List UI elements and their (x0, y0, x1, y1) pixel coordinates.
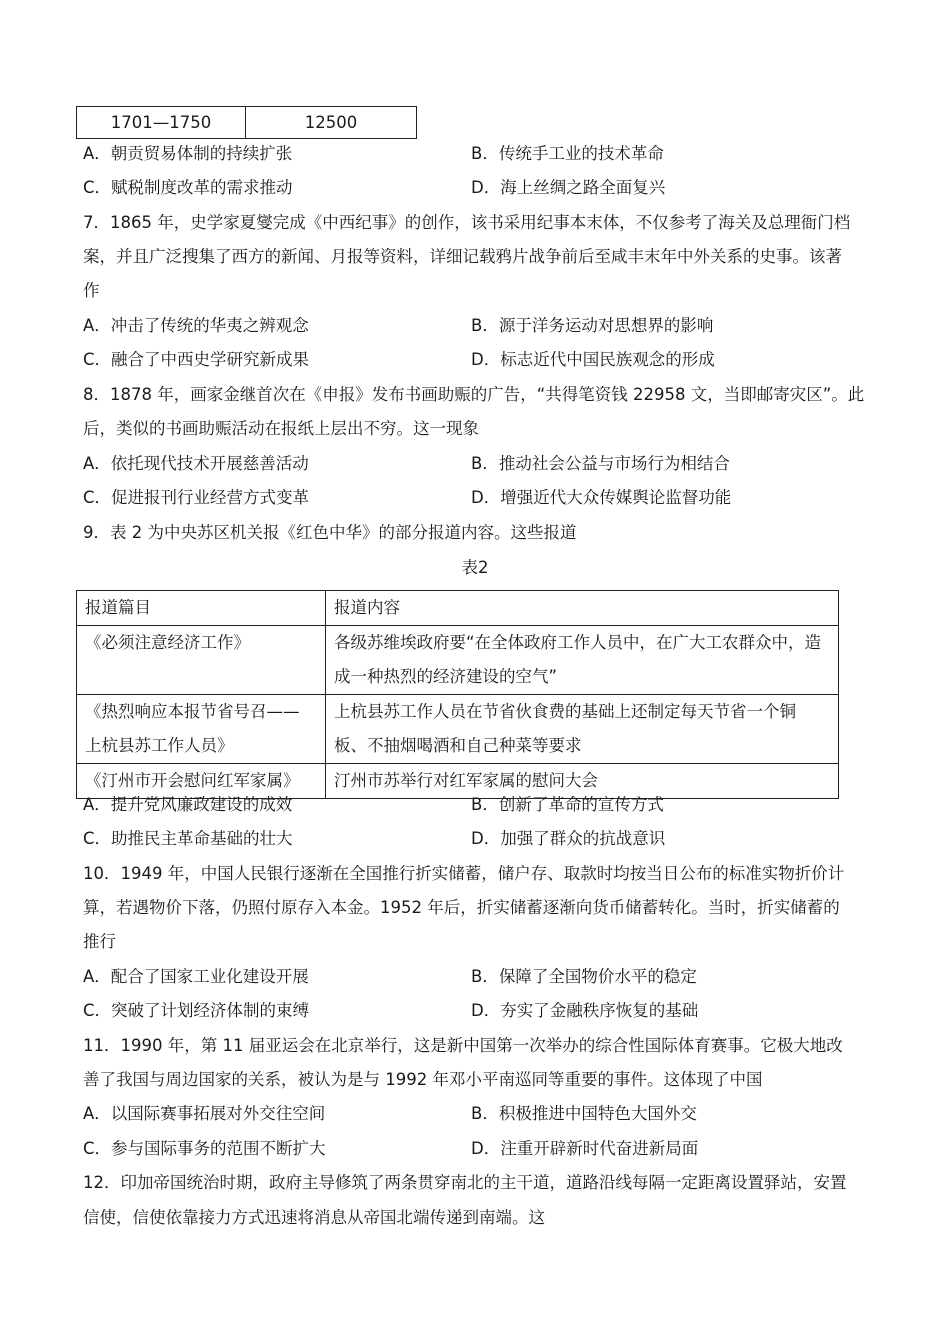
data-table-fragment (76, 106, 417, 139)
table-caption: 表2 (461, 558, 489, 577)
value-cell: 12500 (246, 107, 417, 139)
q6-option-a: A．朝贡贸易体制的持续扩张 (83, 144, 293, 163)
q7-option-b: B．源于洋务运动对思想界的影响 (471, 316, 714, 335)
report-title: 《必须注意经济工作》 (77, 626, 326, 695)
report-table (76, 590, 839, 799)
q12-stem-line: 信使，信使依靠接力方式迅速将消息从帝国北端传递到南端。这 (83, 1208, 545, 1227)
q8-option-d: D．增强近代大众传媒舆论监督功能 (471, 488, 732, 507)
q11-option-a: A．以国际赛事拓展对外交往空间 (83, 1104, 326, 1123)
q7-stem-line: 案，并且广泛搜集了西方的新闻、月报等资料，详细记载鸦片战争前后至咸丰末年中外关系的史事。该著 (83, 247, 842, 266)
report-title: 《汀州市开会慰问红军家属》 (77, 764, 326, 799)
q7-stem-line: 作 (83, 281, 100, 300)
q10-stem-line: 10．1949 年，中国人民银行逐渐在全国推行折实储蓄，储户存、取款时均按当日公布的标准实物折价计 (83, 864, 845, 883)
table-header-row (77, 591, 839, 626)
q11-stem-line: 11．1990 年，第 11 届亚运会在北京举行，这是新中国第一次举办的综合性国际体育赛事。它极大地改 (83, 1036, 843, 1055)
q8-option-a: A．依托现代技术开展慈善活动 (83, 454, 309, 473)
q7-option-a: A．冲击了传统的华夷之辨观念 (83, 316, 309, 335)
q10-stem-line: 推行 (83, 932, 116, 951)
q11-stem-line: 善了我国与周边国家的关系，被认为是与 1992 年邓小平南巡同等重要的事件。这体现了中国 (83, 1070, 763, 1089)
q7-option-d: D．标志近代中国民族观念的形成 (471, 350, 715, 369)
q8-stem-line: 后，类似的书画助赈活动在报纸上层出不穷。这一现象 (83, 419, 479, 438)
q9-option-a: A．提升党风廉政建设的成效 (83, 795, 293, 814)
q8-option-c: C．促进报刊行业经营方式变革 (83, 488, 310, 507)
report-content: 汀州市苏举行对红军家属的慰问大会 (326, 764, 839, 799)
report-content: 各级苏维埃政府要“在全体政府工作人员中，在广大工农群众中，造 成一种热烈的经济建设的空气” (326, 626, 839, 695)
q6-option-b: B．传统手工业的技术革命 (471, 144, 664, 163)
q9-stem: 9．表 2 为中央苏区机关报《红色中华》的部分报道内容。这些报道 (83, 523, 577, 542)
q10-option-a: A．配合了国家工业化建设开展 (83, 967, 309, 986)
q10-option-c: C．突破了计划经济体制的束缚 (83, 1001, 310, 1020)
header-title: 报道篇目 (77, 591, 326, 626)
q9-option-d: D．加强了群众的抗战意识 (471, 829, 666, 848)
q12-stem-line: 12．印加帝国统治时期，政府主导修筑了两条贯穿南北的主干道，道路沿线每隔一定距离设置驿站，安置 (83, 1173, 847, 1192)
q7-stem-line: 7．1865 年，史学家夏燮完成《中西纪事》的创作，该书采用纪事本末体，不仅参考了海关及总理衙门档 (83, 213, 851, 232)
table-row (77, 107, 417, 139)
period-cell: 1701—1750 (77, 107, 246, 139)
q7-option-c: C．融合了中西史学研究新成果 (83, 350, 310, 369)
q11-option-d: D．注重开辟新时代奋进新局面 (471, 1139, 699, 1158)
table-row (77, 695, 839, 764)
header-content: 报道内容 (326, 591, 839, 626)
q10-option-d: D．夯实了金融秩序恢复的基础 (471, 1001, 699, 1020)
table-row (77, 626, 839, 695)
q10-option-b: B．保障了全国物价水平的稳定 (471, 967, 697, 986)
q9-option-c: C．助推民主革命基础的壮大 (83, 829, 293, 848)
report-content: 上杭县苏工作人员在节省伙食费的基础上还制定每天节省一个铜 板、不抽烟喝酒和自己种菜等要求 (326, 695, 839, 764)
q8-stem-line: 8．1878 年，画家金继首次在《申报》发布书画助赈的广告，“共得笔资钱 22958 文，当即邮寄灾区”。此 (83, 385, 865, 404)
q6-option-d: D．海上丝绸之路全面复兴 (471, 178, 666, 197)
q10-stem-line: 算，若遇物价下落，仍照付原存入本金。1952 年后，折实储蓄逐渐向货币储蓄转化。当时，折实储蓄的 (83, 898, 840, 917)
q6-option-c: C．赋税制度改革的需求推动 (83, 178, 293, 197)
report-title: 《热烈响应本报节省号召—— 上杭县苏工作人员》 (77, 695, 326, 764)
q11-option-b: B．积极推进中国特色大国外交 (471, 1104, 697, 1123)
q11-option-c: C．参与国际事务的范围不断扩大 (83, 1139, 326, 1158)
q8-option-b: B．推动社会公益与市场行为相结合 (471, 454, 730, 473)
q9-option-b: B．创新了革命的宣传方式 (471, 795, 664, 814)
